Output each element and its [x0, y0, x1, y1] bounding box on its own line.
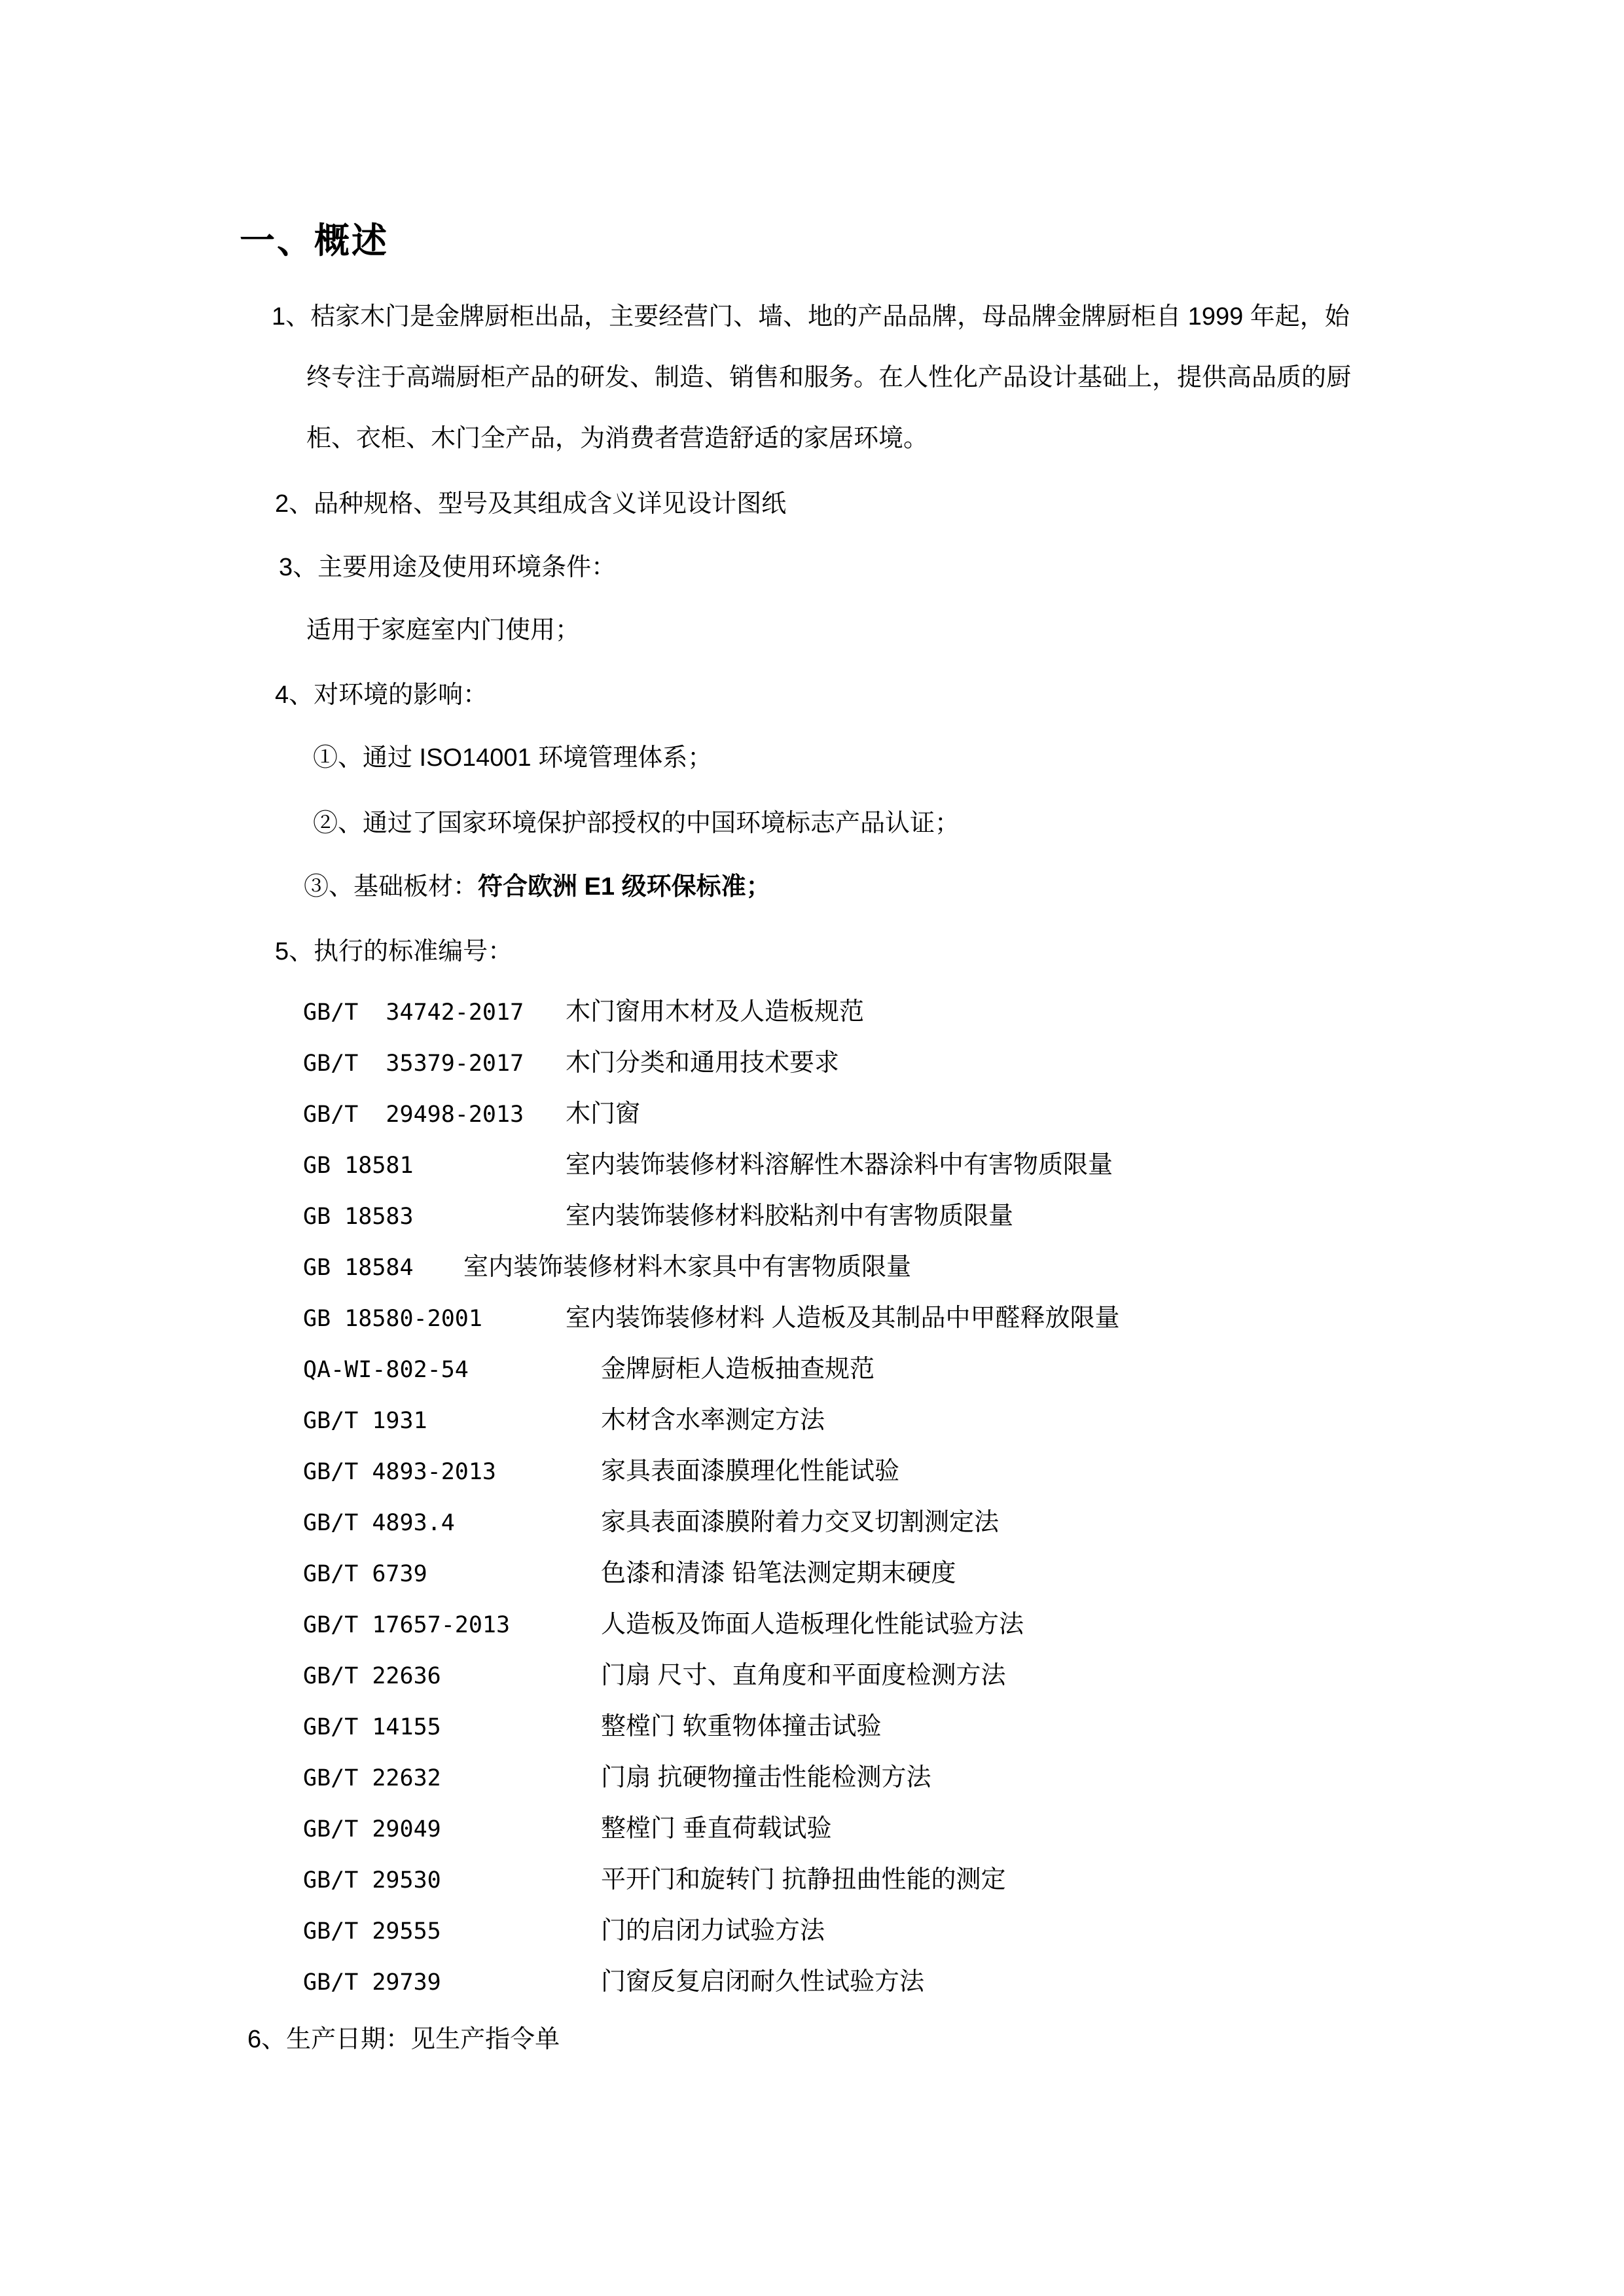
standard-code: GB 18583 [303, 1204, 414, 1230]
standard-name: 整樘门 软重物体撞击试验 [601, 1713, 882, 1740]
standard-row [303, 1457, 899, 1487]
standard-code: GB/T 22636 [303, 1663, 441, 1689]
standard-name: 门的启闭力试验方法 [601, 1917, 825, 1945]
standard-row [303, 1304, 1120, 1334]
standard-row [303, 1763, 931, 1793]
para-item1-line1: 1、桔家木门是金牌厨柜出品，主要经营门、墙、地的产品品牌，母品牌金牌厨柜自 1999 年起，始 [272, 303, 1350, 331]
standard-code: GB/T 29739 [303, 1969, 441, 1996]
standard-name: 整樘门 垂直荷载试验 [601, 1815, 832, 1842]
para-item2: 2、品种规格、型号及其组成含义详见设计图纸 [275, 490, 787, 518]
para-item4-sub1: ①、通过 ISO14001 环境管理体系； [313, 744, 713, 772]
standard-code: GB/T 29498-2013 [303, 1102, 524, 1128]
para-item1-line3: 柜、衣柜、木门全产品，为消费者营造舒适的家居环境。 [306, 425, 929, 452]
standard-name: 室内装饰装修材料木家具中有害物质限量 [463, 1253, 912, 1281]
standard-row [303, 1865, 1006, 1895]
para-item3: 3、主要用途及使用环境条件： [279, 554, 617, 581]
standard-row [303, 1559, 956, 1589]
para-item4-sub3-prefix: ③、基础板材： [304, 873, 478, 901]
standard-row [303, 1151, 1113, 1181]
standard-code: GB/T 29530 [303, 1867, 441, 1893]
standard-code: GB 18580-2001 [303, 1306, 482, 1332]
standard-row [303, 1049, 839, 1079]
standard-row [303, 1967, 924, 1998]
standard-name: 人造板及饰面人造板理化性能试验方法 [601, 1611, 1024, 1638]
standard-name: 木材含水率测定方法 [601, 1407, 825, 1434]
standard-name: 色漆和清漆 铅笔法测定期末硬度 [601, 1560, 956, 1587]
standard-row [303, 1916, 825, 1946]
standard-row [303, 1610, 1024, 1640]
standard-name: 木门窗用木材及人造板规范 [566, 998, 865, 1026]
standard-row [303, 1202, 1013, 1232]
standard-code: GB/T 29555 [303, 1918, 441, 1945]
standard-code: GB 18584 [303, 1255, 414, 1281]
para-item4-sub2: ②、通过了国家环境保护部授权的中国环境标志产品认证； [313, 810, 960, 837]
standard-name: 木门分类和通用技术要求 [566, 1049, 840, 1077]
standard-code: GB/T 17657-2013 [303, 1612, 511, 1638]
standard-code: QA-WI-802-54 [303, 1357, 469, 1383]
standard-code: GB/T 29049 [303, 1816, 441, 1842]
standard-row [303, 1508, 999, 1538]
para-item6: 6、生产日期：见生产指令单 [247, 2026, 560, 2053]
section-title: 一、概述 [240, 221, 389, 260]
standard-code: GB 18581 [303, 1153, 414, 1179]
standard-code: GB/T 1931 [303, 1408, 427, 1434]
para-item1-line2: 终专注于高端厨柜产品的研发、制造、销售和服务。在人性化产品设计基础上，提供高品质的厨 [306, 364, 1352, 391]
standard-name: 金牌厨柜人造板抽查规范 [601, 1355, 875, 1383]
standard-row [303, 1406, 825, 1436]
standard-code: GB/T 4893.4 [303, 1510, 455, 1536]
standard-code: GB/T 22632 [303, 1765, 441, 1791]
standard-code: GB/T 6739 [303, 1561, 427, 1587]
standard-row [303, 997, 864, 1028]
para-item3-detail: 适用于家庭室内门使用； [306, 617, 581, 644]
standard-name: 室内装饰装修材料 人造板及其制品中甲醛释放限量 [566, 1304, 1120, 1332]
standard-name: 平开门和旋转门 抗静扭曲性能的测定 [601, 1866, 1006, 1893]
standard-name: 家具表面漆膜理化性能试验 [601, 1458, 900, 1485]
standard-code: GB/T 4893-2013 [303, 1459, 497, 1485]
para-item5: 5、执行的标准编号： [275, 938, 513, 965]
standard-row [303, 1661, 1006, 1691]
standard-code: GB/T 35379-2017 [303, 1050, 524, 1077]
standard-row [303, 1814, 832, 1844]
standard-name: 木门窗 [566, 1100, 641, 1128]
standard-name: 家具表面漆膜附着力交叉切割测定法 [601, 1509, 1000, 1536]
standard-code: GB/T 34742-2017 [303, 999, 524, 1026]
standard-name: 门窗反复启闭耐久性试验方法 [601, 1968, 925, 1996]
standard-name: 室内装饰装修材料溶解性木器涂料中有害物质限量 [566, 1151, 1113, 1179]
para-item4: 4、对环境的影响： [275, 681, 488, 709]
para-item4-sub3 [304, 872, 771, 903]
standard-code: GB/T 14155 [303, 1714, 441, 1740]
standard-name: 门扇 抗硬物撞击性能检测方法 [601, 1764, 931, 1791]
standard-name: 室内装饰装修材料胶粘剂中有害物质限量 [566, 1202, 1014, 1230]
standard-row [303, 1355, 875, 1385]
standard-row [303, 1712, 882, 1742]
standard-row [303, 1253, 911, 1283]
standard-row [303, 1100, 640, 1130]
para-item4-sub3-bold: 符合欧洲 E1 级环保标准； [478, 873, 771, 901]
standard-name: 门扇 尺寸、直角度和平面度检测方法 [601, 1662, 1006, 1689]
